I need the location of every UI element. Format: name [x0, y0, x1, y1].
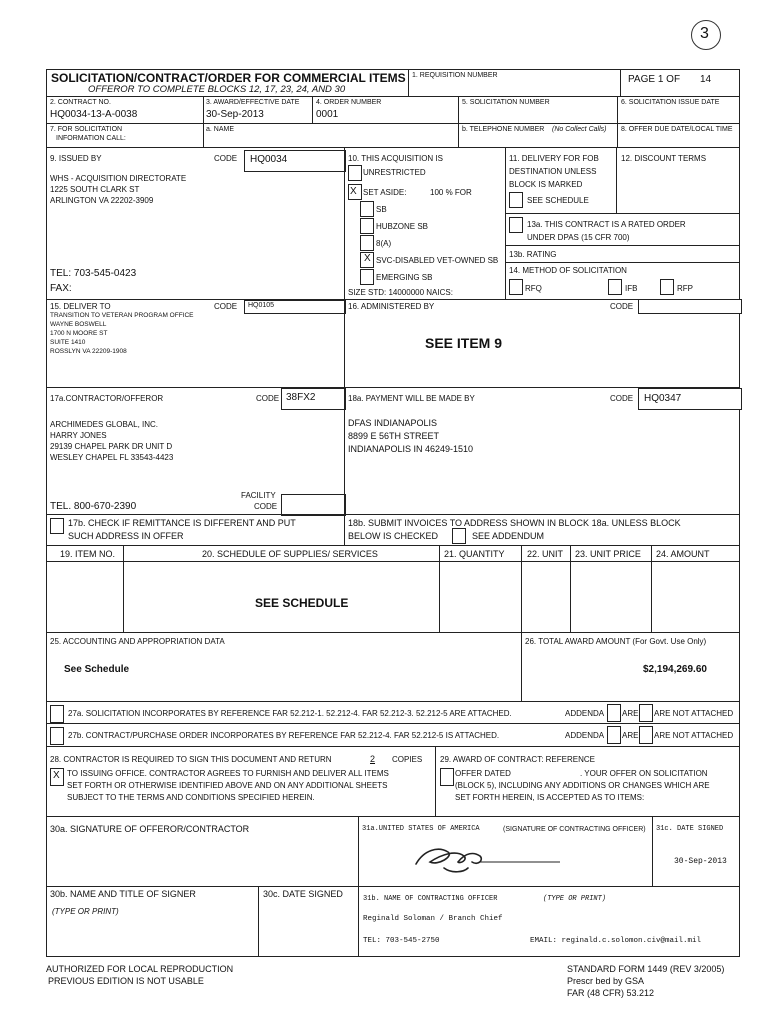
block-29-line: SET FORTH HEREIN, IS ACCEPTED AS TO ITEMS: — [455, 793, 645, 802]
schedule-header: 22. UNIT — [527, 549, 564, 559]
solicitation-no-label: 5. SOLICITATION NUMBER — [462, 99, 550, 106]
block-28-line: TO ISSUING OFFICE. CONTRACTOR AGREES TO FURNISH AND DELIVER ALL ITEMS — [67, 769, 389, 778]
rfp-checkbox[interactable] — [660, 279, 674, 295]
accounting-label: 25. ACCOUNTING AND APPROPRIATION DATA — [50, 637, 225, 646]
contractor-tel: TEL. 800-670-2390 — [50, 501, 137, 512]
emerging-label: EMERGING SB — [376, 273, 433, 282]
unrestricted-label: UNRESTRICTED — [363, 168, 426, 177]
date-30c-label: 30c. DATE SIGNED — [263, 889, 343, 899]
deliver-to-line: 1700 N MOORE ST — [50, 330, 108, 337]
block-28-line: SUBJECT TO THE TERMS AND CONDITIONS SPECIFIED HEREIN. — [67, 793, 315, 802]
block-28-label: 28. CONTRACTOR IS REQUIRED TO SIGN THIS DOCUMENT AND RETURN — [50, 755, 332, 764]
eight-a-label: 8(A) — [376, 239, 392, 248]
signer-type-print: (TYPE OR PRINT) — [52, 907, 119, 916]
payment-line: INDIANAPOLIS IN 46249-1510 — [348, 444, 474, 454]
contractor-line: WESLEY CHAPEL FL 33543-4423 — [50, 453, 174, 462]
form-subtitle: OFFEROR TO COMPLETE BLOCKS 12, 17, 23, 24, AND 30 — [88, 84, 346, 95]
delivery-line: DESTINATION UNLESS — [509, 167, 597, 176]
block-29-your-offer: . YOUR OFFER ON SOLICITATION — [580, 769, 708, 778]
block-29-line: (BLOCK 5), INCLUDING ANY ADDITIONS OR CHANGES WHICH ARE — [455, 781, 710, 790]
ifb-checkbox[interactable] — [608, 279, 622, 295]
footer-left: PREVIOUS EDITION IS NOT USABLE — [48, 976, 204, 986]
set-aside-x: X — [350, 186, 357, 197]
issued-by-code: HQ0034 — [250, 154, 288, 165]
rfq-label: RFQ — [525, 284, 542, 293]
signer-label: 30b. NAME AND TITLE OF SIGNER — [50, 889, 196, 899]
eight-a-checkbox[interactable] — [360, 235, 374, 251]
officer-email: EMAIL: reginald.c.solomon.civ@mail.mil — [530, 937, 702, 945]
see-schedule-body: SEE SCHEDULE — [255, 596, 349, 610]
contract-no-label: 2. CONTRACT NO. — [50, 99, 111, 106]
addenda-label-b: ADDENDA — [565, 731, 605, 740]
footer-right: FAR (48 CFR) 53.212 — [567, 988, 655, 998]
schedule-header: 23. UNIT PRICE — [575, 549, 641, 559]
are-27b-checkbox[interactable] — [607, 726, 621, 744]
rfq-checkbox[interactable] — [509, 279, 523, 295]
contractor-line: HARRY JONES — [50, 431, 107, 440]
svc-disabled-label: SVC-DISABLED VET-OWNED SB — [376, 256, 499, 265]
block-28-line: SET FORTH OR OTHERWISE IDENTIFIED ABOVE AND ON ANY ADDITIONAL SHEETS — [67, 781, 388, 790]
administered-code-box — [638, 299, 742, 314]
issued-by-line: ARLINGTON VA 22202-3909 — [50, 196, 154, 205]
schedule-header: 21. QUANTITY — [444, 549, 505, 559]
discount-label: 12. DISCOUNT TERMS — [621, 154, 707, 163]
annotation-number: 3 — [700, 25, 709, 42]
award-date-label: 3. AWARD/EFFECTIVE DATE — [206, 99, 300, 106]
issued-by-line: WHS - ACQUISITION DIRECTORATE — [50, 174, 187, 183]
officer-type-print: (TYPE OR PRINT) — [543, 895, 607, 903]
contractor-code-label: CODE — [256, 394, 280, 403]
are-label-a: ARE — [622, 709, 639, 718]
method-label: 14. METHOD OF SOLICITATION — [509, 266, 627, 275]
clause-27b-checkbox[interactable] — [50, 727, 64, 745]
block-28-copies-num: 2 — [370, 754, 376, 764]
rated-line: 13a. THIS CONTRACT IS A RATED ORDER — [527, 220, 686, 229]
see-addendum-label: SEE ADDENDUM — [472, 531, 545, 541]
name-label: a. NAME — [206, 126, 235, 133]
payment-label: 18a. PAYMENT WILL BE MADE BY — [348, 394, 475, 403]
payment-code-label: CODE — [610, 394, 634, 403]
see-schedule-checkbox[interactable] — [509, 192, 523, 208]
total-award-amount: $2,194,269.60 — [643, 664, 707, 675]
accounting-value: See Schedule — [64, 664, 130, 675]
deliver-to-label: 15. DELIVER TO — [50, 302, 111, 311]
info-call-label-1: 7. FOR SOLICITATION — [50, 126, 123, 133]
page-total: 14 — [700, 74, 712, 85]
award-date: 30-Sep-2013 — [206, 109, 264, 120]
footer-left: AUTHORIZED FOR LOCAL REPRODUCTION — [46, 964, 234, 974]
see-item-9: SEE ITEM 9 — [425, 335, 503, 351]
deliver-to-line: SUITE 1410 — [50, 339, 86, 346]
invoice-line: 18b. SUBMIT INVOICES TO ADDRESS SHOWN IN BLOCK 18a. UNLESS BLOCK — [348, 518, 681, 528]
payment-code: HQ0347 — [644, 393, 682, 404]
officer-name-label: 31b. NAME OF CONTRACTING OFFICER — [363, 895, 498, 903]
issued-by-tel: TEL: 703-545-0423 — [50, 268, 137, 279]
deliver-to-code-label: CODE — [214, 302, 238, 311]
facility-code-box — [281, 494, 346, 516]
requisition-label: 1. REQUISITION NUMBER — [412, 72, 498, 79]
date-signed-label: 31c. DATE SIGNED — [656, 825, 724, 833]
deliver-to-line: WAYNE BOSWELL — [50, 321, 107, 328]
rating-label: 13b. RATING — [509, 250, 557, 259]
phone-note: (No Collect Calls) — [552, 126, 607, 133]
issued-by-label: 9. ISSUED BY — [50, 154, 102, 163]
contractor-line: ARCHIMEDES GLOBAL, INC. — [50, 420, 159, 429]
are-not-label-a: ARE NOT ATTACHED — [654, 709, 734, 718]
administered-code-label: CODE — [610, 302, 634, 311]
rfp-label: RFP — [677, 284, 693, 293]
solicitation-date-label: 6. SOLICITATION ISSUE DATE — [621, 99, 720, 106]
schedule-header: 19. ITEM NO. — [60, 549, 116, 559]
total-award-label: 26. TOTAL AWARD AMOUNT (For Govt. Use Only) — [525, 637, 707, 646]
clause-27a-checkbox[interactable] — [50, 705, 64, 723]
facility-label: FACILITY — [241, 491, 276, 500]
set-aside-pct: 100 % FOR — [430, 188, 472, 197]
are-not-27b-checkbox[interactable] — [639, 726, 653, 744]
remittance-checkbox[interactable] — [50, 518, 64, 534]
usa-label: 31a.UNITED STATES OF AMERICA — [362, 825, 480, 833]
are-27a-checkbox[interactable] — [607, 704, 621, 722]
contractor-label: 17a.CONTRACTOR/OFFEROR — [50, 394, 164, 403]
svc-disabled-x: X — [364, 253, 371, 264]
deliver-to-line: TRANSITION TO VETERAN PROGRAM OFFICE — [50, 312, 194, 319]
offeror-signature-label: 30a. SIGNATURE OF OFFEROR/CONTRACTOR — [50, 824, 250, 834]
ifb-label: IFB — [625, 284, 638, 293]
schedule-header: 24. AMOUNT — [656, 549, 710, 559]
payment-line: 8899 E 56TH STREET — [348, 431, 440, 441]
date-signed-value: 30-Sep-2013 — [674, 857, 727, 866]
block-28-copies: COPIES — [392, 755, 423, 764]
invoice-line: BELOW IS CHECKED — [348, 531, 439, 541]
footer-right: Prescr bed by GSA — [567, 976, 645, 986]
block-29-offer-dated: OFFER DATED — [455, 769, 511, 778]
sb-checkbox[interactable] — [360, 201, 374, 217]
phone-label: b. TELEPHONE NUMBER — [462, 126, 545, 133]
issued-by-fax: FAX: — [50, 283, 72, 294]
addenda-label-a: ADDENDA — [565, 709, 605, 718]
form-title: SOLICITATION/CONTRACT/ORDER FOR COMMERCIAL ITEMS — [51, 71, 406, 85]
remit-line: 17b. CHECK IF REMITTANCE IS DIFFERENT AND PUT — [68, 518, 296, 528]
page-label: PAGE 1 OF — [628, 74, 681, 85]
rated-order-checkbox[interactable] — [509, 217, 523, 233]
order-no: 0001 — [316, 109, 339, 120]
offer-due-label: 8. OFFER DUE DATE/LOCAL TIME — [621, 126, 733, 133]
rated-line: UNDER DPAS (15 CFR 700) — [527, 233, 630, 242]
delivery-line: BLOCK IS MARKED — [509, 180, 583, 189]
see-schedule-label: SEE SCHEDULE — [527, 196, 589, 205]
block-28-x: X — [53, 770, 60, 781]
delivery-line: 11. DELIVERY FOR FOB — [509, 154, 599, 163]
deliver-to-code: HQ0105 — [248, 302, 275, 309]
remit-line: SUCH ADDRESS IN OFFER — [68, 531, 184, 541]
sb-label: SB — [376, 205, 387, 214]
info-call-label-2: INFORMATION CALL: — [56, 135, 126, 142]
size-std: SIZE STD: 14000000 NAICS: — [348, 288, 453, 297]
officer-signature — [408, 840, 568, 876]
issued-by-code-label: CODE — [214, 154, 238, 163]
block-29-checkbox[interactable] — [440, 768, 454, 786]
set-aside-label: SET ASIDE: — [363, 188, 407, 197]
block-29-label: 29. AWARD OF CONTRACT: REFERENCE — [440, 755, 595, 764]
payment-line: DFAS INDIANAPOLIS — [348, 418, 438, 428]
are-label-b: ARE — [622, 731, 639, 740]
order-no-label: 4. ORDER NUMBER — [316, 99, 382, 106]
facility-code-label: CODE — [254, 502, 278, 511]
are-not-27a-checkbox[interactable] — [639, 704, 653, 722]
see-addendum-checkbox[interactable] — [452, 528, 466, 544]
signature-officer-label: (SIGNATURE OF CONTRACTING OFFICER) — [503, 826, 646, 833]
issued-by-line: 1225 SOUTH CLARK ST — [50, 185, 140, 194]
clause-27a: 27a. SOLICITATION INCORPORATES BY REFERENCE FAR 52.212-1. 52.212-4. FAR 52.212-3. 52.212-5 ARE ATTACHED. — [68, 709, 512, 718]
contractor-line: 29139 CHAPEL PARK DR UNIT D — [50, 442, 173, 451]
officer-name: Reginald Soloman / Branch Chief — [363, 915, 503, 923]
hubzone-checkbox[interactable] — [360, 218, 374, 234]
acquisition-label: 10. THIS ACQUISITION IS — [348, 154, 443, 163]
administered-label: 16. ADMINISTERED BY — [348, 302, 435, 311]
unrestricted-checkbox[interactable] — [348, 165, 362, 181]
schedule-header: 20. SCHEDULE OF SUPPLIES/ SERVICES — [202, 549, 378, 559]
contractor-code: 38FX2 — [286, 392, 316, 403]
clause-27b: 27b. CONTRACT/PURCHASE ORDER INCORPORATES BY REFERENCE FAR 52.212-4. FAR 52.212-5 IS ATTACHED. — [68, 731, 500, 740]
are-not-label-b: ARE NOT ATTACHED — [654, 731, 734, 740]
contract-no: HQ0034-13-A-0038 — [50, 109, 138, 120]
deliver-to-line: ROSSLYN VA 22209-1908 — [50, 348, 127, 355]
hubzone-label: HUBZONE SB — [376, 222, 429, 231]
officer-tel: TEL: 703-545-2750 — [363, 937, 440, 945]
emerging-checkbox[interactable] — [360, 269, 374, 285]
footer-right: STANDARD FORM 1449 (REV 3/2005) — [567, 964, 725, 974]
